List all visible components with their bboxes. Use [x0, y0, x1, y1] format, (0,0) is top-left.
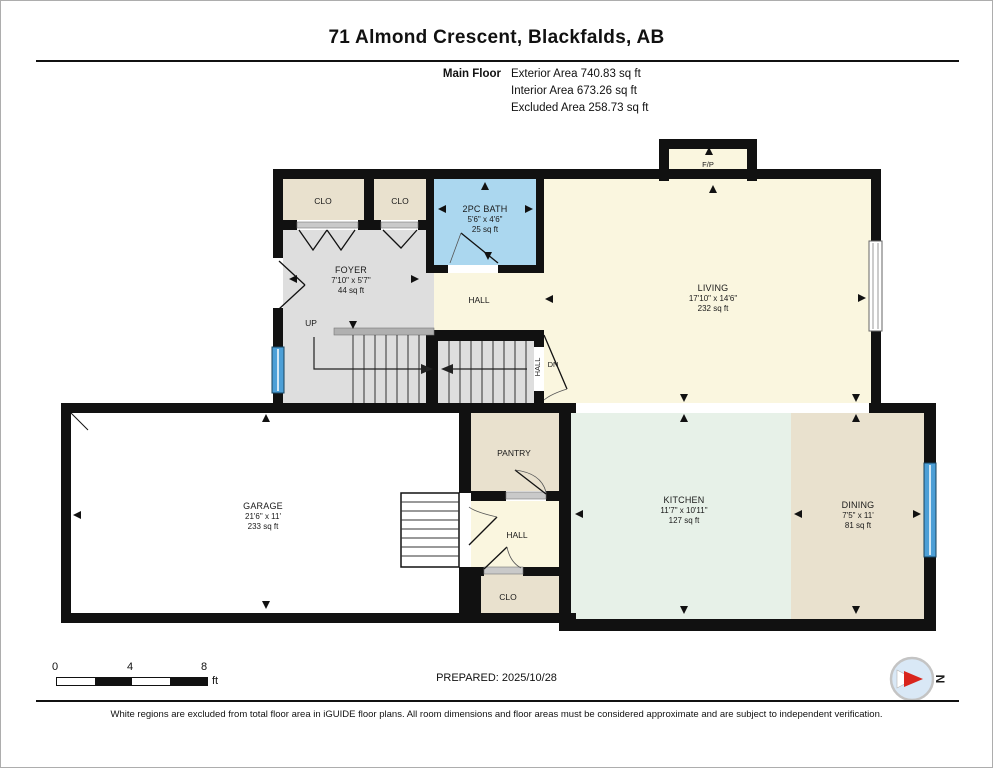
- room-label-bath: 2PC BATH: [462, 204, 508, 214]
- room-label-foyer: FOYER: [334, 265, 368, 275]
- room-floor-foyer: [283, 230, 434, 403]
- stair-hall-label: HALL: [533, 357, 542, 377]
- window-living: [869, 241, 882, 331]
- prepared-date: PREPARED: 2025/10/28: [436, 672, 557, 684]
- compass-icon: [886, 653, 950, 705]
- disclaimer-text: White regions are excluded from total floor area in iGUIDE floor plans. All room dimensions and floor areas must be considered approximate and are subject to independent verification.: [110, 709, 883, 720]
- svg-text:25 sq ft: 25 sq ft: [471, 225, 499, 234]
- svg-text:7'10" x 5'7": 7'10" x 5'7": [331, 276, 371, 285]
- scale-tick-0: 0: [52, 661, 59, 673]
- svg-text:44 sq ft: 44 sq ft: [337, 286, 365, 295]
- room-label-clo1: CLO: [314, 196, 332, 206]
- svg-text:81 sq ft: 81 sq ft: [844, 521, 872, 530]
- compass-north-label: N: [933, 674, 947, 684]
- room-label-fp: F/P: [702, 160, 714, 169]
- scale-unit: ft: [212, 675, 219, 687]
- floor-label: Main Floor: [442, 68, 501, 80]
- svg-text:7'5" x 11': 7'5" x 11': [842, 511, 874, 520]
- room-label-kitchen: KITCHEN: [663, 495, 705, 505]
- room-label-dining: DINING: [841, 500, 875, 510]
- svg-text:21'6" x 11': 21'6" x 11': [245, 512, 281, 521]
- svg-text:5'6" x 4'6": 5'6" x 4'6": [467, 215, 503, 224]
- excluded-area: Excluded Area 258.73 sq ft: [511, 102, 649, 114]
- room-label-hall-upper: HALL: [468, 295, 490, 305]
- room-label-clo3: CLO: [499, 592, 517, 602]
- room-label-garage: GARAGE: [243, 501, 283, 511]
- room-label-living: LIVING: [697, 283, 729, 293]
- svg-text:11'7" x 10'11": 11'7" x 10'11": [660, 506, 708, 515]
- exterior-area: Exterior Area 740.83 sq ft: [511, 68, 641, 80]
- stairs-up-label: UP: [305, 318, 317, 328]
- interior-area: Interior Area 673.26 sq ft: [511, 85, 637, 97]
- svg-text:127 sq ft: 127 sq ft: [668, 516, 700, 525]
- room-floor-clo3: [481, 574, 559, 613]
- svg-text:233 sq ft: 233 sq ft: [247, 522, 279, 531]
- scale-tick-4: 4: [127, 661, 134, 673]
- footer-divider: [36, 700, 959, 702]
- room-label-clo2: CLO: [391, 196, 409, 206]
- room-label-hall-lower: HALL: [506, 530, 528, 540]
- svg-text:17'10" x 14'6": 17'10" x 14'6": [688, 294, 738, 303]
- stairs-dn-label: DN: [547, 360, 559, 369]
- room-label-pantry: PANTRY: [497, 448, 531, 458]
- scale-tick-8: 8: [201, 661, 208, 673]
- page-title: 71 Almond Crescent, Blackfalds, AB: [328, 27, 665, 48]
- floorplan-canvas: [1, 1, 993, 768]
- svg-text:232 sq ft: 232 sq ft: [697, 304, 729, 313]
